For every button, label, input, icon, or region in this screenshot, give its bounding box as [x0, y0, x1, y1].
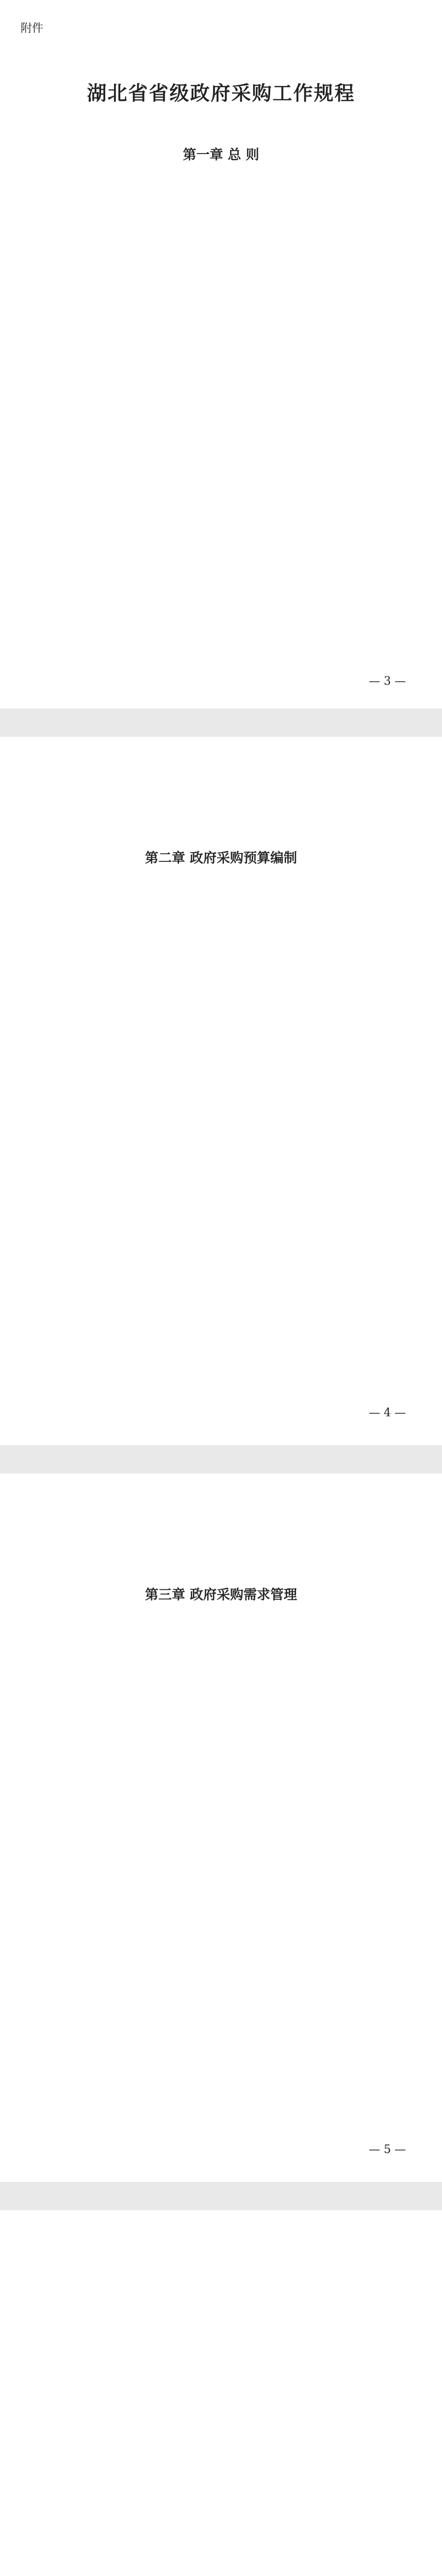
chapter-heading-2: 第二章 政府采购预算编制: [144, 851, 298, 866]
document-page-2: [0, 737, 442, 1445]
document-page-1: [0, 0, 442, 708]
chapter-heading-1: 第一章 总 则: [183, 147, 259, 163]
document-page-4: [0, 2210, 442, 2576]
page-number-1: — 3 —: [369, 675, 406, 688]
page-number-2: — 4 —: [369, 1406, 406, 1419]
document-page-3: [0, 1473, 442, 2182]
page-gap: [0, 2182, 442, 2210]
attachment-label: 附件: [21, 22, 44, 35]
page-gap: [0, 1445, 442, 1473]
page-number-3: — 5 —: [369, 2143, 406, 2156]
page-gap: [0, 708, 442, 737]
chapter-heading-3: 第三章 政府采购需求管理: [144, 1587, 298, 1603]
document-title: 湖北省省级政府采购工作规程: [87, 81, 355, 105]
